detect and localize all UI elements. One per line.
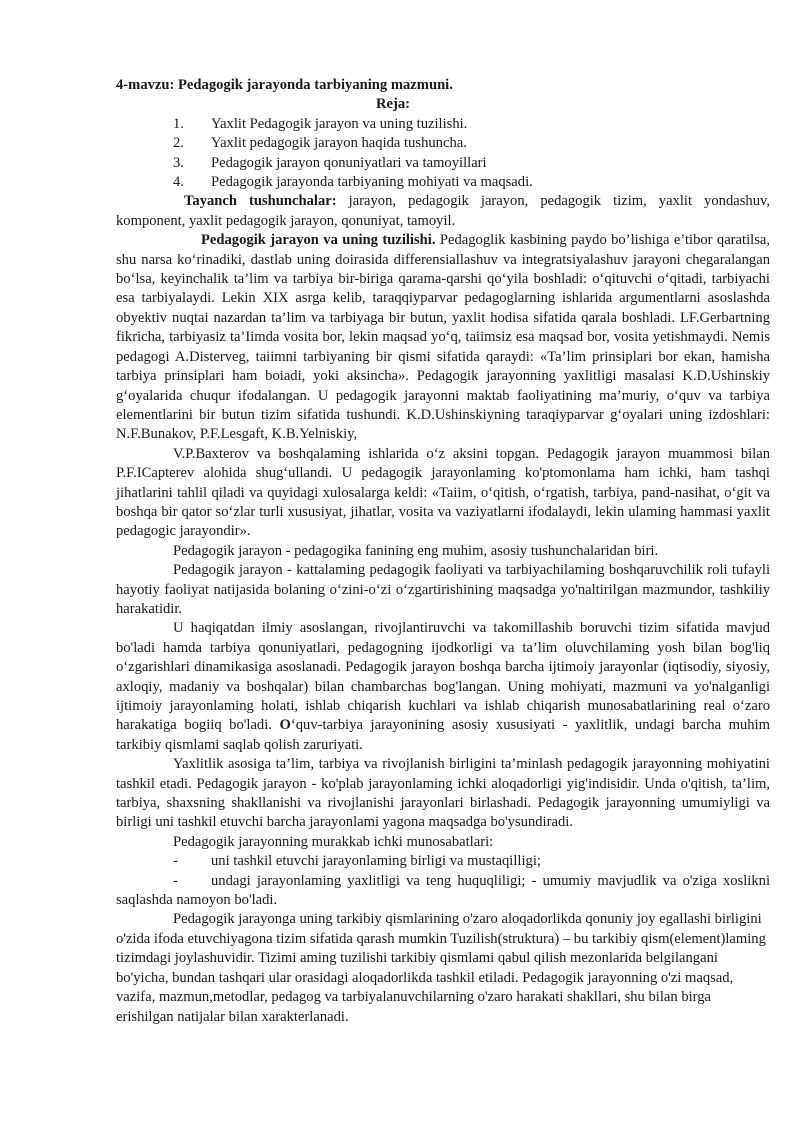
plan-item: [116, 134, 770, 153]
plan-item-number: 2.: [173, 135, 184, 152]
topic-title: 4-mavzu: Pedagogik jarayonda tarbiyaning mazmuni.: [116, 77, 453, 93]
dash-item: [116, 872, 770, 911]
plan-item-number: 3.: [173, 154, 184, 171]
paragraph-5-bold-letter: O: [279, 717, 291, 734]
paragraph-8: Pedagogik jarayonga uning tarkibiy qismlarining o'zaro aloqadorlikda qonuniy joy egallashi birligini o'zida ifoda etuvchiyagona tizim sifatida qarash mumkin Tuzilish(struktura) – bu tarkibiy qism(element)laming tizimdagi joylashuvidir. Tizimi aming tuzilishi tarkibiy qismlami qabul qilish mezonlarida belgilangani bo'yicha, bundan tashqari ular orasidagi aloqadorlikda tashkil etiladi. Pedagogik jarayonning o'zi maqsad, vazifa, mazmun,metodlar, pedagog va tarbiyalanuvchilarning o'zaro harakati shakllari, shu bilan birga erishilgan natijalar bilan xarakterlanadi.: [116, 911, 766, 1025]
key-concepts-text: jarayon, pedagogik jarayon, pedagogik tizim, yaxlit yondashuv, komponent, yaxlit pedagogik jarayon, qonuniyat, tamoyil.: [116, 193, 770, 229]
dash-item-text: uni tashkil etuvchi jarayonlaming birligi va mustaqilligi;: [211, 853, 541, 870]
dash-item: [116, 852, 770, 871]
plan-item: [116, 115, 770, 134]
paragraph-5-text: U haqiqatdan ilmiy asoslangan, rivojlantiruvchi va takomillashib boruvchi tizim sifatida mavjud bo'ladi hamda tarbiya qonuniyatlari, pedagogning ijodkorligi va ta’lim oluvchilaming yosh bilan bog'liq o‘zgarishlari dinamikasiga asoslanadi. Pedagogik jarayon boshqa barcha ijtimoiy jarayonlar (iqtisodiy, siyosiy, axloqiy, madaniy va boshqalar) bilan chambarchas bog'langan. Uning mohiyati, mazmuni va yo'nalganligi ijtimoiy jarayonlaming holati, ishlab chiqarish kuchlari va ishlab chiqarish munosabatlarining real o‘zaro harakatiga bogiiq bo'ladi.: [116, 620, 770, 734]
paragraph-6: Yaxlitlik asosiga ta’lim, tarbiya va rivojlanish birligini ta’minlash pedagogik jarayonning mohiyatini tashkil etadi. Pedagogik jarayon - ko'plab jarayonlaming ichki aloqadorligi yig'indisidir. Unda o'qitish, ta’lim, tarbiya, shaxsning shakllanishi va rivojlanishi jarayonlari birlashadi. Pedagogik jarayonning umumiyligi va birligi uni tashkil etuvchi barcha jarayonlami yagona maqsadga bo'ysundiradi.: [116, 756, 770, 831]
plan-item-number: 4.: [173, 174, 184, 191]
paragraph-5: [116, 619, 770, 755]
plan-item: [116, 154, 770, 173]
plan-item-number: 1.: [173, 115, 184, 132]
plan-list: [116, 115, 770, 193]
key-concepts-paragraph: [116, 192, 770, 231]
paragraph-1-text: Pedagoglik kasbining paydo bo’lishiga e’tibor qaratilsa, shu narsa ko‘rinadiki, dastlab uning doirasida differensiallashuv va integratsiyalashuv jarayoni chegaralangan bo‘lsa, keyinchalik ta’lim va tarbiya bir-biriga qarama-qarshi qo‘yila boshladi: o‘qituvchi o‘qitadi, tarbiyachi esa tarbiyalaydi. Lekin XIX asrga kelib, taraqqiyparvar pedagoglarning ishlarida argumentlarni asoslashda obyektiv nuqtai nazardan ta’lim va tarbiyaga bir butun, yaxlit hodisa sifatida qarala boshladi. LF.Gerbartning fikricha, tarbiyasiz ta’Iimda vosita bor, lekin maqsad yo‘q, taiimsiz esa maqsad bor, vosita yetishmaydi. Nemis pedagogi A.Disterveg, taiimni tarbiyaning bir qismi sifatida qaraydi: «Ta’lim prinsiplari bor ekan, hamisha tarbiya prinsiplari ham boiadi, yoki aksincha». Pedagogik jarayonning yaxlitligi masalasi K.D.Ushinskiy g‘oyalarida chuqur ifodalangan. U pedagogik jarayonni maktab faoliyatining ma’muriy, o‘quv va tarbiya elementlarini bir butun tizim sifatida tushundi. K.D.Ushinskiyning taraqiyparvar g‘oyalari uning izdoshlari: N.F.Bunakov, P.F.Lesgaft, K.B.Yelniskiy,: [116, 232, 770, 443]
plan-heading: Reja:: [375, 96, 411, 113]
plan-item: [116, 173, 770, 192]
plan-item-text: Yaxlit Pedagogik jarayon va uning tuzilishi.: [211, 115, 468, 132]
paragraph-3: Pedagogik jarayon - pedagogika fanining eng muhim, asosiy tushunchalaridan biri.: [173, 542, 659, 559]
key-concepts-label: Tayanch tushunchalar:: [184, 193, 337, 210]
dash-marker: -: [173, 872, 178, 889]
plan-item-text: Pedagogik jarayon qonuniyatlari va tamoyillari: [211, 154, 487, 171]
plan-item-text: Yaxlit pedagogik jarayon haqida tushuncha.: [211, 135, 467, 152]
paragraph-7: Pedagogik jarayonning murakkab ichki munosabatlari:: [173, 833, 494, 850]
paragraph-5-tail: ‘quv-tarbiya jarayonining asosiy xususiyati - yaxlitlik, undagi barcha muhim tarkibiy qismlami saqlab qolish zaruriyati.: [116, 717, 770, 753]
paragraph-2: V.P.Baxterov va boshqalaming ishlarida o‘z aksini topgan. Pedagogik jarayon muammosi bilan P.F.ICapterev alohida shug‘ullandi. U pedagogik jarayonlaming ko'ptomonlama ham ichki, ham tashqi jihatlarini tahlil qiladi va quyidagi xulosalarga keldi: «Taiim, o‘qitish, o‘rgatish, tarbiya, pand-nasihat, o‘git va boshqa bir qator so‘zlar turli xususiyat, jihatlar, vosita va vaziyatlarni ifodalaydi, lekin ulaming hammasi yaxlit pedagogic jarayondir».: [116, 445, 770, 540]
document-page: [116, 76, 770, 1027]
dash-item-text: undagi jarayonlaming yaxlitligi va teng huquqliligi; - umumiy mavjudlik va o'ziga xoslikni saqlashda namoyon bo'ladi.: [116, 872, 770, 909]
paragraph-1: [116, 231, 770, 444]
section-heading: Pedagogik jarayon va uning tuzilishi.: [201, 232, 436, 249]
paragraph-4: Pedagogik jarayon - kattalaming pedagogik faoliyati va tarbiyachilaming boshqaruvchilik roli tufayli hayotiy faoliyat natijasida bolaning o‘zini-o‘zi o‘zgartirishining maqsadga yo'naltirilgan mazmundor, tashkiliy harakatidir.: [116, 562, 770, 617]
dash-marker: -: [173, 853, 178, 870]
plan-item-text: Pedagogik jarayonda tarbiyaning mohiyati va maqsadi.: [211, 174, 533, 191]
